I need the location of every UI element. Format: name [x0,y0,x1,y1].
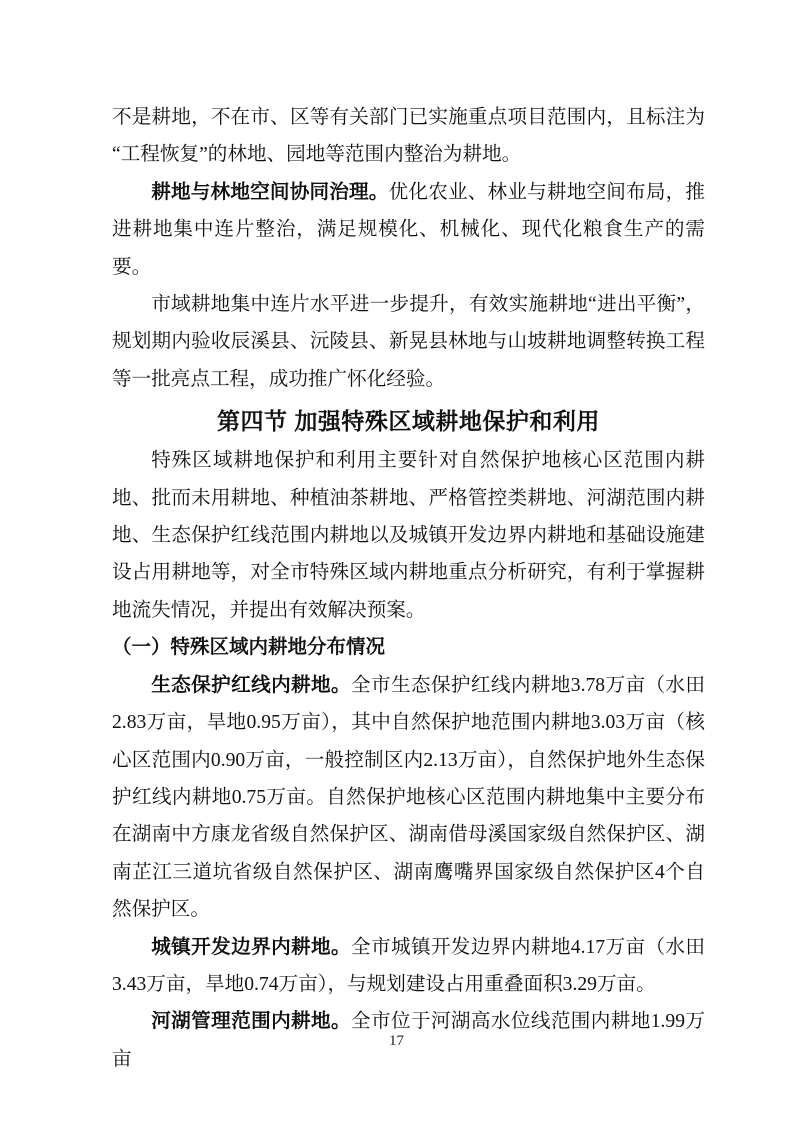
paragraph-text: 全市生态保护红线内耕地3.78万亩（水田2.83万亩，旱地0.95万亩），其中自然保护地范围内耕地3.03万亩（核心区范围内0.90万亩，一般控制区内2.13万亩），自然保护地外生态保护红线内耕地0.75万亩。自然保护地核心区范围内耕地集中主要分布在湖南中方康龙省级自然保护区、湖南借母溪国家级自然保护区、湖南芷江三道坑省级自然保护区、湖南鹰嘴界国家级自然保护区4个自然保护区。 [112,674,706,921]
paragraph-lead-bold: 耕地与林地空间协同治理。 [151,181,389,203]
page-body [112,99,705,1078]
paragraph-continuation: 不是耕地，不在市、区等有关部门已实施重点项目范围内，且标注为“工程恢复”的林地、园地等范围内整治为耕地。 [112,107,705,166]
paragraph-text: 全市位于河湖高水位线范围内耕地1.99万亩 [112,1011,706,1070]
section-heading: 第四节 加强特殊区域耕地保护和利用 [217,408,600,435]
paragraph-lead-bold: 城镇开发边界内耕地。 [151,936,352,958]
page-number: 17 [389,1033,404,1049]
paragraph-urban-boundary-farmland [112,929,705,1004]
paragraph-farmland-forest-governance [112,174,705,286]
paragraph-lead-bold: 河湖管理范围内耕地。 [151,1011,352,1033]
paragraph-text: 优化农业、林业与耕地空间布局，推进耕地集中连片整治，满足规模化、机械化、现代化粮食生产的需要。 [112,181,706,278]
paragraph-ecological-redline-farmland [112,667,705,929]
paragraph-text: 全市城镇开发边界内耕地4.17万亩（水田3.43万亩，旱地0.74万亩），与规划建设占用重叠面积3.29万亩。 [112,936,706,995]
subsection-heading: （一）特殊区域内耕地分布情况 [112,636,386,659]
paragraph-city-farmland-progress: 市域耕地集中连片水平进一步提升，有效实施耕地“进出平衡”，规划期内验收辰溪县、沅陵县、新晃县林地与山坡耕地调整转换工程等一批亮点工程，成功推广怀化经验。 [112,294,705,390]
paragraph-special-area-overview: 特殊区域耕地保护和利用主要针对自然保护地核心区范围内耕地、批而未用耕地、种植油茶耕地、严格管控类耕地、河湖范围内耕地、生态保护红线范围内耕地以及城镇开发边界内耕地和基础设施建设占用耕地等，对全市特殊区域内耕地重点分析研究，有利于掌握耕地流失情况，并提出有效解决预案。 [112,450,705,621]
paragraph-lead-bold: 生态保护红线内耕地。 [151,674,352,696]
